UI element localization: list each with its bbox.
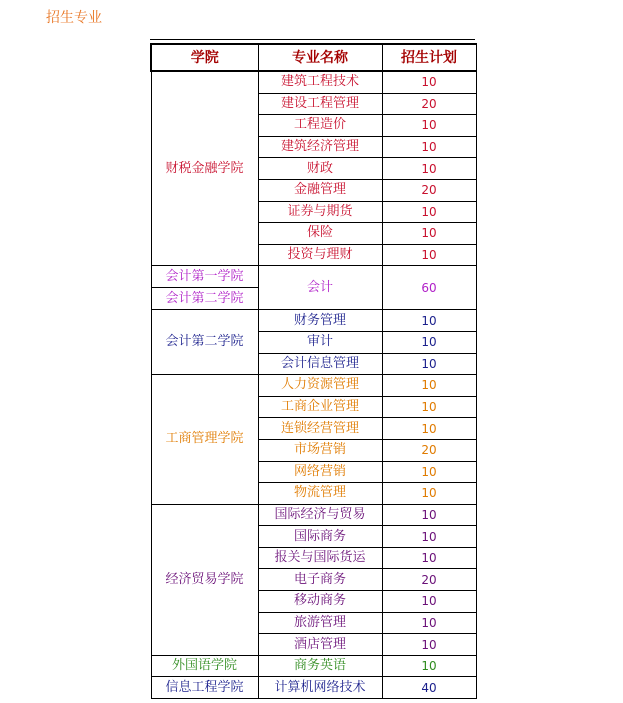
table-row xyxy=(151,310,476,332)
table-row xyxy=(151,655,476,677)
plan-cell: 20 xyxy=(382,439,476,461)
plan-cell: 10 xyxy=(382,71,476,93)
plan-cell: 10 xyxy=(382,504,476,526)
college-name: 财税金融学院 xyxy=(165,160,244,176)
plan-cell: 10 xyxy=(382,655,476,677)
college-cell xyxy=(151,677,258,699)
plan-cell: 60 xyxy=(382,266,476,310)
college-cell xyxy=(151,504,258,655)
major-cell: 旅游管理 xyxy=(258,612,382,634)
plan-cell: 10 xyxy=(382,201,476,223)
major-cell: 金融管理 xyxy=(258,179,382,201)
plan-cell: 10 xyxy=(382,612,476,634)
plan-cell: 10 xyxy=(382,310,476,332)
major-cell: 会计信息管理 xyxy=(258,353,382,375)
major-cell: 建筑经济管理 xyxy=(258,136,382,158)
college-cell xyxy=(151,310,258,375)
table-row xyxy=(151,266,476,310)
major-cell: 网络营销 xyxy=(258,461,382,483)
college-cell xyxy=(151,375,258,505)
table-row xyxy=(151,375,476,397)
plan-cell: 10 xyxy=(382,591,476,613)
plan-cell: 10 xyxy=(382,396,476,418)
major-cell: 国际经济与贸易 xyxy=(258,504,382,526)
major-cell: 审计 xyxy=(258,331,382,353)
plan-cell: 10 xyxy=(382,353,476,375)
college-name: 会计第二学院 xyxy=(152,287,258,309)
college-cell xyxy=(151,71,258,266)
major-cell: 市场营销 xyxy=(258,439,382,461)
college-name: 会计第一学院 xyxy=(165,269,244,285)
plan-cell: 10 xyxy=(382,418,476,440)
header-college: 学院 xyxy=(151,44,258,71)
major-cell: 人力资源管理 xyxy=(258,375,382,397)
plan-cell: 10 xyxy=(382,547,476,569)
major-cell: 连锁经营管理 xyxy=(258,418,382,440)
major-cell: 移动商务 xyxy=(258,591,382,613)
major-cell: 会计 xyxy=(258,266,382,310)
major-cell: 物流管理 xyxy=(258,483,382,505)
major-cell: 保险 xyxy=(258,223,382,245)
major-cell: 投资与理财 xyxy=(258,244,382,266)
plan-cell: 10 xyxy=(382,158,476,180)
plan-cell: 40 xyxy=(382,677,476,699)
plan-cell: 10 xyxy=(382,223,476,245)
table-row xyxy=(151,71,476,93)
plan-cell: 10 xyxy=(382,634,476,656)
header-plan: 招生计划 xyxy=(382,44,476,71)
table-top-rule xyxy=(150,39,475,40)
major-cell: 建筑工程技术 xyxy=(258,71,382,93)
college-name: 经济贸易学院 xyxy=(165,571,244,587)
plan-cell: 20 xyxy=(382,569,476,591)
college-cell xyxy=(151,655,258,677)
major-cell: 国际商务 xyxy=(258,526,382,548)
major-cell: 建设工程管理 xyxy=(258,93,382,115)
major-cell: 商务英语 xyxy=(258,655,382,677)
table-body xyxy=(151,71,476,699)
table-row xyxy=(151,677,476,699)
college-name: 外国语学院 xyxy=(171,658,237,674)
major-cell: 计算机网络技术 xyxy=(258,677,382,699)
college-name: 信息工程学院 xyxy=(165,679,244,695)
table-row xyxy=(151,504,476,526)
major-cell: 财政 xyxy=(258,158,382,180)
plan-cell: 10 xyxy=(382,461,476,483)
enrollment-table xyxy=(150,43,477,699)
major-cell: 工商企业管理 xyxy=(258,396,382,418)
college-name: 工商管理学院 xyxy=(165,431,244,447)
major-cell: 财务管理 xyxy=(258,310,382,332)
plan-cell: 10 xyxy=(382,375,476,397)
page-heading: 招生专业 xyxy=(46,10,102,26)
major-cell: 酒店管理 xyxy=(258,634,382,656)
plan-cell: 20 xyxy=(382,179,476,201)
plan-cell: 10 xyxy=(382,526,476,548)
plan-cell: 20 xyxy=(382,93,476,115)
plan-cell: 10 xyxy=(382,115,476,137)
major-cell: 证券与期货 xyxy=(258,201,382,223)
major-cell: 电子商务 xyxy=(258,569,382,591)
college-cell xyxy=(151,266,258,310)
plan-cell: 10 xyxy=(382,136,476,158)
major-cell: 报关与国际货运 xyxy=(258,547,382,569)
major-cell: 工程造价 xyxy=(258,115,382,137)
plan-cell: 10 xyxy=(382,483,476,505)
header-row xyxy=(151,44,476,71)
plan-cell: 10 xyxy=(382,244,476,266)
plan-cell: 10 xyxy=(382,331,476,353)
header-major: 专业名称 xyxy=(258,44,382,71)
college-name: 会计第二学院 xyxy=(165,334,244,350)
